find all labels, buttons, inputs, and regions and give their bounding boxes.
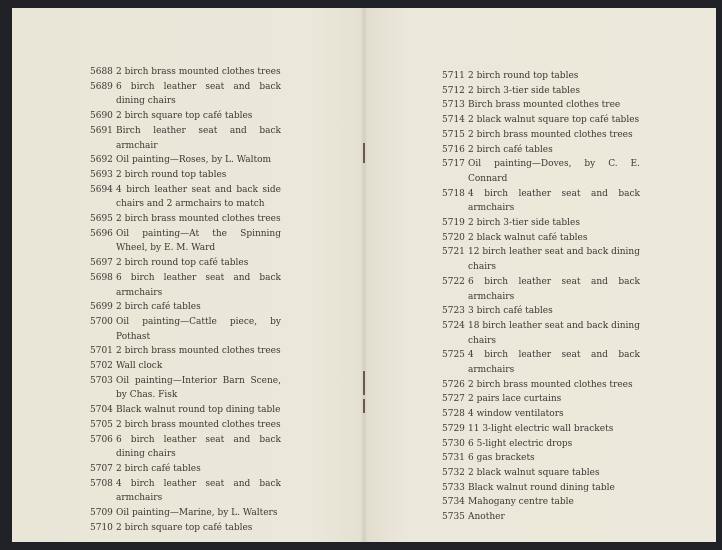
lot-description: 2 black walnut square top café tables: [468, 115, 640, 126]
lot-number: 5700: [90, 316, 113, 327]
right-page: [364, 8, 716, 542]
lot-entry: [90, 521, 281, 536]
lot-number: 5696: [90, 228, 113, 239]
lot-number: 5724: [442, 320, 465, 331]
lot-description: Birch brass mounted clothes tree: [468, 100, 621, 111]
lot-entry: [90, 418, 281, 433]
lot-description: 6 birch leather seat and back dining chairs: [116, 434, 281, 460]
lot-entry: [442, 495, 640, 510]
lot-entry: [442, 407, 640, 422]
lot-description: 6 gas brackets: [468, 453, 535, 464]
lot-number: 5734: [442, 497, 465, 508]
lot-entry: [442, 98, 640, 113]
lot-entry: [90, 374, 281, 403]
lot-description: 6 5-light electric drops: [468, 438, 573, 449]
lot-number: 5715: [442, 129, 465, 140]
lot-number: 5712: [442, 85, 465, 96]
lot-number: 5709: [90, 508, 113, 519]
lot-number: 5704: [90, 405, 113, 416]
lot-description: 3 birch café tables: [468, 306, 553, 317]
lot-entry: [442, 510, 640, 525]
lot-entry: [442, 275, 640, 304]
lot-number: 5718: [442, 188, 465, 199]
lot-entry: [442, 187, 640, 216]
lot-entry: [442, 69, 640, 84]
lot-entry: [442, 466, 640, 481]
lot-entry: [90, 462, 281, 477]
lot-entry: [90, 477, 281, 506]
lot-description: 4 birch leather seat and back armchairs: [116, 478, 281, 504]
lot-description: 2 birch brass mounted clothes trees: [468, 129, 633, 140]
lot-entry: [90, 109, 281, 124]
lot-description: 4 window ventilators: [468, 409, 564, 420]
lot-number: 5706: [90, 434, 113, 445]
lot-entry: [90, 271, 281, 300]
lot-entry: [442, 437, 640, 452]
lot-description: Oil painting—Roses, by L. Waltom: [116, 155, 272, 166]
left-lot-list: [90, 65, 281, 536]
lot-entry: [442, 245, 640, 274]
lot-description: 18 birch leather seat and back dining chairs: [468, 320, 640, 346]
lot-description: 2 birch brass mounted clothes trees: [116, 346, 281, 357]
lot-entry: [442, 348, 640, 377]
lot-entry: [442, 392, 640, 407]
lot-number: 5710: [90, 522, 113, 533]
lot-number: 5698: [90, 272, 113, 283]
right-lot-list: [442, 69, 640, 525]
left-page: [12, 8, 364, 542]
lot-number: 5732: [442, 467, 465, 478]
lot-number: 5708: [90, 478, 113, 489]
lot-entry: [442, 422, 640, 437]
lot-entry: [90, 315, 281, 344]
lot-description: 6 birch leather seat and back dining chairs: [116, 81, 281, 107]
lot-entry: [90, 359, 281, 374]
lot-entry: [90, 80, 281, 109]
lot-number: 5694: [90, 184, 113, 195]
lot-number: 5688: [90, 67, 113, 77]
lot-number: 5705: [90, 419, 113, 430]
lot-description: 2 birch 3-tier side tables: [468, 85, 580, 96]
binding-stitch: [363, 399, 365, 413]
lot-entry: [90, 300, 281, 315]
lot-number: 5697: [90, 258, 113, 269]
lot-entry: [90, 153, 281, 168]
lot-number: 5727: [442, 394, 465, 405]
lot-number: 5701: [90, 346, 113, 357]
lot-number: 5699: [90, 302, 113, 313]
lot-entry: [442, 231, 640, 246]
lot-description: 6 birch leather seat and back armchairs: [468, 276, 640, 302]
lot-description: Black walnut round top dining table: [116, 405, 281, 416]
binding-stitch: [363, 143, 365, 163]
lot-number: 5717: [442, 159, 465, 170]
lot-entry: [442, 378, 640, 393]
lot-number: 5695: [90, 214, 113, 225]
lot-number: 5733: [442, 482, 465, 493]
lot-entry: [90, 212, 281, 227]
lot-description: 2 birch café tables: [468, 144, 553, 155]
lot-entry: [442, 84, 640, 99]
lot-description: Another: [468, 512, 505, 523]
lot-description: Oil painting—Interior Barn Scene, by Chas. Fisk: [116, 375, 281, 401]
lot-number: 5693: [90, 169, 113, 180]
lot-description: Oil painting—Doves, by C. E. Connard: [468, 159, 640, 184]
lot-description: 2 birch 3-tier side tables: [468, 218, 580, 229]
lot-description: 2 birch round top tables: [468, 71, 579, 81]
lot-number: 5692: [90, 155, 113, 166]
lot-entry: [90, 256, 281, 271]
lot-description: 2 birch square top café tables: [116, 522, 253, 533]
lot-description: 6 birch leather seat and back armchairs: [116, 272, 281, 298]
lot-number: 5721: [442, 247, 465, 258]
lot-entry: [442, 143, 640, 158]
lot-number: 5722: [442, 276, 465, 287]
lot-description: 2 birch brass mounted clothes trees: [116, 214, 281, 225]
lot-description: Mahogany centre table: [468, 497, 574, 508]
lot-entry: [90, 506, 281, 521]
lot-entry: [442, 157, 640, 186]
lot-description: 2 birch brass mounted clothes trees: [468, 379, 633, 390]
lot-number: 5735: [442, 512, 465, 523]
lot-number: 5716: [442, 144, 465, 155]
lot-description: 4 birch leather seat and back side chairs and 2 armchairs to match: [116, 184, 281, 210]
lot-number: 5720: [442, 232, 465, 243]
lot-number: 5731: [442, 453, 465, 464]
lot-description: 2 birch café tables: [116, 302, 201, 313]
binding-gutter: [361, 8, 367, 542]
lot-description: 4 birch leather seat and back armchairs: [468, 350, 640, 376]
lot-number: 5726: [442, 379, 465, 390]
lot-number: 5714: [442, 115, 465, 126]
lot-number: 5703: [90, 375, 113, 386]
lot-description: 2 black walnut square tables: [468, 467, 600, 478]
lot-entry: [442, 304, 640, 319]
lot-entry: [90, 344, 281, 359]
lot-description: Black walnut round dining table: [468, 482, 615, 493]
lot-entry: [90, 124, 281, 153]
lot-number: 5707: [90, 463, 113, 474]
lot-description: Birch leather seat and back armchair: [116, 125, 281, 151]
lot-number: 5691: [90, 125, 113, 136]
lot-entry: [442, 113, 640, 128]
lot-number: 5690: [90, 111, 113, 122]
lot-entry: [90, 403, 281, 418]
catalogue-spread: [12, 8, 716, 542]
lot-entry: [90, 227, 281, 256]
lot-number: 5723: [442, 306, 465, 317]
lot-entry: [442, 451, 640, 466]
lot-description: 2 black walnut café tables: [468, 232, 588, 243]
lot-description: 2 birch round top café tables: [116, 258, 249, 269]
lot-number: 5689: [90, 81, 113, 92]
lot-entry: [442, 128, 640, 143]
lot-number: 5730: [442, 438, 465, 449]
lot-number: 5728: [442, 409, 465, 420]
lot-number: 5702: [90, 361, 113, 372]
lot-entry: [442, 319, 640, 348]
lot-description: Wall clock: [116, 361, 163, 372]
lot-description: 2 birch brass mounted clothes trees: [116, 67, 281, 77]
lot-description: 2 birch café tables: [116, 463, 201, 474]
lot-description: 2 birch square top café tables: [116, 111, 253, 122]
lot-description: 11 3-light electric wall brackets: [468, 423, 614, 434]
lot-description: 2 birch brass mounted clothes trees: [116, 419, 281, 430]
lot-entry: [442, 481, 640, 496]
lot-entry: [442, 216, 640, 231]
lot-description: Oil painting—Marine, by L. Walters: [116, 508, 278, 519]
binding-stitch: [363, 371, 365, 395]
lot-description: 2 birch round top tables: [116, 169, 227, 180]
lot-entry: [90, 168, 281, 183]
lot-entry: [90, 183, 281, 212]
lot-number: 5719: [442, 218, 465, 229]
lot-description: Oil painting—Cattle piece, by Pothast: [116, 316, 281, 342]
lot-description: 4 birch leather seat and back armchairs: [468, 188, 640, 214]
lot-number: 5713: [442, 100, 465, 111]
lot-entry: [90, 433, 281, 462]
lot-description: Oil painting—At the Spinning Wheel, by E. M. Ward: [116, 228, 281, 254]
lot-number: 5729: [442, 423, 465, 434]
lot-description: 12 birch leather seat and back dining chairs: [468, 247, 640, 273]
lot-number: 5725: [442, 350, 465, 361]
lot-entry: [90, 65, 281, 80]
lot-description: 2 pairs lace curtains: [468, 394, 562, 405]
lot-number: 5711: [442, 71, 465, 81]
